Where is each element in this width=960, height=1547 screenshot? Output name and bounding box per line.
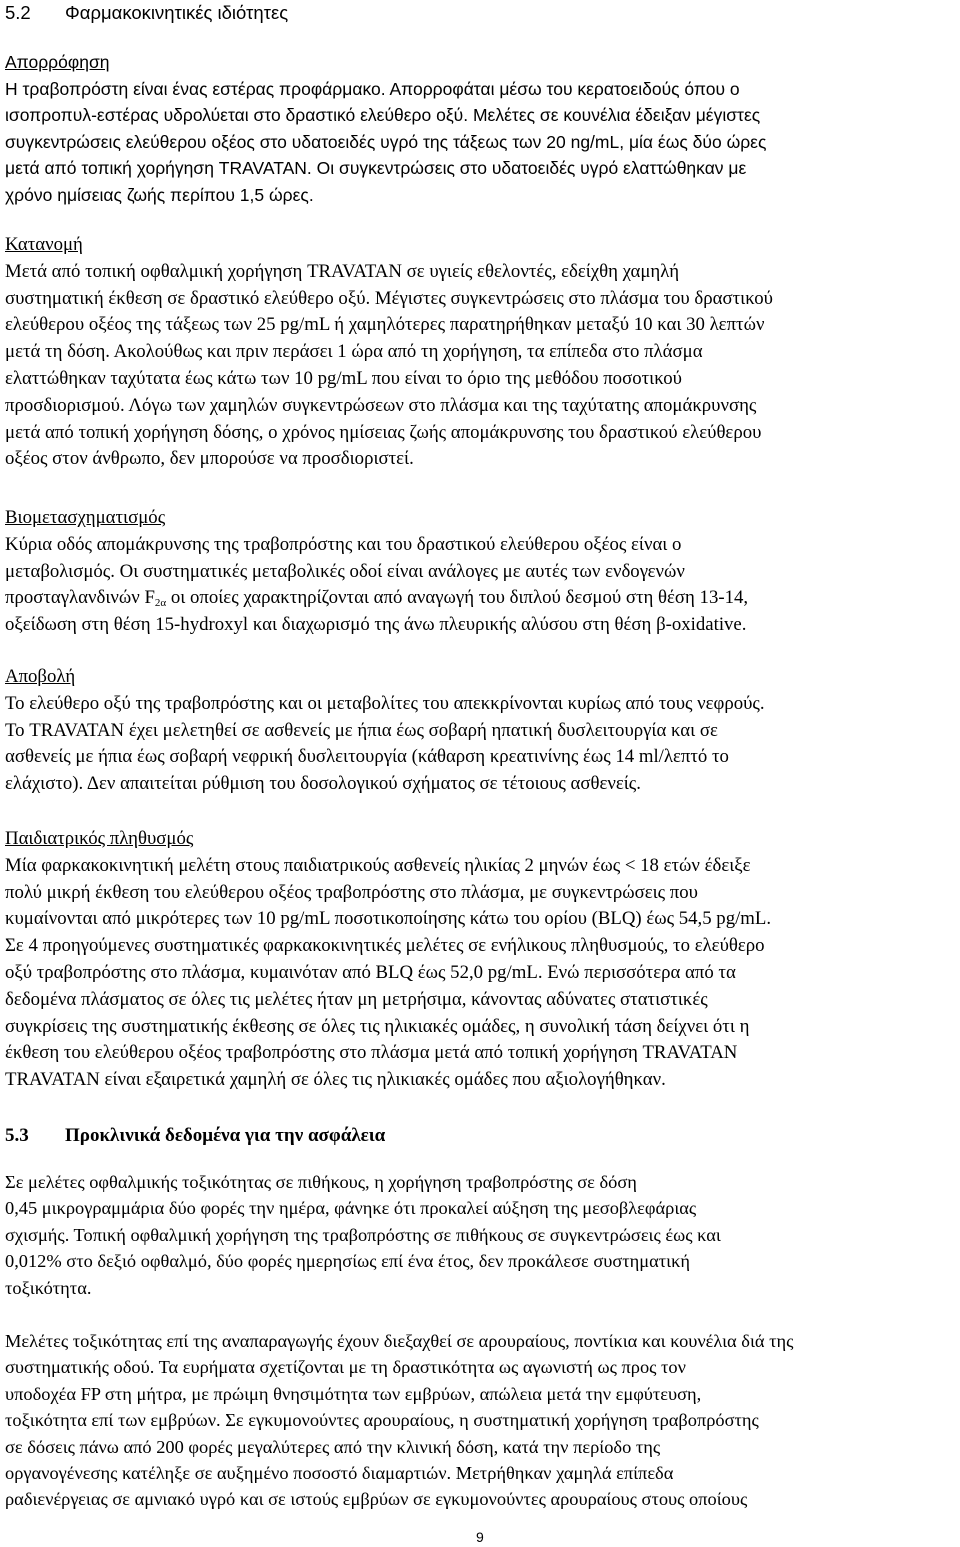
paragraph-line: συστηματική έκθεση σε δραστικό ελεύθερο οξύ. Μέγιστες συγκεντρώσεις στο πλάσμα του δραστικού (5, 287, 773, 309)
subscript: 2α (154, 597, 167, 610)
paragraph-line: πολύ μικρή έκθεση του ελεύθερου οξέος τραβοπρόστης στο πλάσμα, με συγκεντρώσεις που (5, 881, 698, 903)
section-title: Φαρμακοκινητικές ιδιότητες (65, 2, 289, 23)
paragraph-line: οξύ τραβοπρόστης στο πλάσμα, κυμαινόταν από BLQ έως 52,0 pg/mL. Ενώ περισσότερα από τα (5, 961, 736, 983)
metabolism-heading: Βιομετασχηματισμός (5, 507, 166, 528)
metabolism-section (5, 505, 955, 639)
paragraph-line: Η τραβοπρόστη είναι ένας εστέρας προφάρμακο. Απορροφάται μέσω του κερατοειδούς όπου ο (5, 78, 740, 99)
pediatric-heading: Παιδιατρικός πληθυσμός (5, 828, 194, 849)
paragraph-line: μετά από τοπική χορήγηση δόσης, ο χρόνος ημίσειας ζωής απομάκρυνσης του δραστικού ελεύθερου (5, 421, 762, 443)
paragraph-line: συγκεντρώσεις ελεύθερου οξέος στο υδατοειδές υγρό της τάξεως των 20 ng/mL, μία έως δύο ώρες (5, 131, 767, 152)
paragraph-line: σε δόσεις πάνω από 200 φορές μεγαλύτερες από την κλινική δόση, κατά την περίοδο της (5, 1436, 661, 1457)
paragraph-line: υποδοχέα FP στη μήτρα, με πρώιμη θνησιμότητα των εμβρύων, απώλεια μετά την εμφύτευση, (5, 1383, 702, 1404)
section-heading-5-2 (5, 0, 288, 26)
paragraph-line: Το ελεύθερο οξύ της τραβοπρόστης και οι μεταβολίτες του απεκκρίνονται κυρίως από τους νεφρούς. (5, 692, 765, 714)
paragraph-line: συγκρίσεις της συστηματικής έκθεσης σε όλες τις ηλικιακές ομάδες, η συνολική τάση δείχνει ότι η (5, 1015, 750, 1037)
paragraph-line: έκθεση του ελεύθερου οξέος τραβοπρόστης στο πλάσμα μετά από τοπική χορήγηση TRAVATAN (5, 1042, 738, 1064)
paragraph-line: TRAVATAN είναι εξαιρετικά χαμηλή σε όλες τις ηλικιακές ομάδες που αξιολογήθηκαν. (5, 1069, 666, 1091)
paragraph-line: δεδομένα πλάσματος σε όλες τις μελέτες ήταν μη μετρήσιμα, κάνοντας αδύνατες στατιστικές (5, 988, 708, 1010)
preclinical-paragraph-1 (5, 1169, 955, 1301)
paragraph-line: Σε 4 προηγούμενες συστηματικές φαρκακοκινητικές μελέτες σε ενήλικους πληθυσμούς, το ελεύθερο (5, 935, 765, 957)
text-run: προσταγλανδινών F (5, 587, 155, 609)
text-run: οι οποίες χαρακτηρίζονται από αναγωγή του διπλού δεσμού στη θέση 13-14, (166, 587, 749, 609)
paragraph-line: τοξικότητα. (5, 1277, 92, 1298)
distribution-section (5, 232, 955, 473)
distribution-heading: Κατανομή (5, 234, 83, 255)
paragraph-line: 0,012% στο δεξιό οφθαλμό, δύο φορές ημερησίως επί ένα έτος, δεν προκάλεσε συστηματική (5, 1251, 690, 1272)
paragraph-line: 0,45 μικρογραμμάρια δύο φορές την ημέρα, φάνηκε ότι προκαλεί αύξηση της μεσοβλεφάριας (5, 1198, 697, 1219)
paragraph-line: ισοπροπυλ-εστέρας υδρολύεται στο δραστικό ελεύθερο οξύ. Μελέτες σε κουνέλια έδειξαν μέγιστες (5, 105, 761, 125)
paragraph-line: ελεύθερου οξέος της τάξεως των 25 pg/mL ή χαμηλότερες παρατηρήθηκαν μεταξύ 10 και 30 λεπτών (5, 314, 765, 336)
paragraph-line: Το TRAVATAN έχει μελετηθεί σε ασθενείς με ήπια έως σοβαρή ηπατική δυσλειτουργία και σε (5, 719, 718, 741)
paragraph-line: τοξικότητα επί των εμβρύων. Σε εγκυμονούντες αρουραίους, η συστηματική χορήγηση τραβοπρόστης (5, 1410, 759, 1431)
preclinical-paragraph-2 (5, 1328, 955, 1513)
paragraph-line: συστηματικής οδού. Τα ευρήματα σχετίζονται με τη δραστικότητα ως αγωνιστή ως προς τον (5, 1357, 686, 1378)
page-number: 9 (476, 1529, 484, 1545)
paragraph-line: οξείδωση στη θέση 15-hydroxyl και διαχωρισμό της άνω πλευρικής αλύσου στη θέση β-oxidative. (5, 614, 747, 636)
paragraph-line: ελάχιστο). Δεν απαιτείται ρύθμιση του δοσολογικού σχήματος σε τέτοιους ασθενείς. (5, 773, 641, 795)
paragraph-line: οξέος στον άνθρωπο, δεν μπορούσε να προσδιοριστεί. (5, 448, 414, 470)
paragraph-line: ραδιενέργειας σε αμνιακό υγρό και σε ιστούς εμβρύων σε εγκυμονούντες αρουραίους στους οποίους (5, 1489, 748, 1510)
paragraph-line: Σε μελέτες οφθαλμικής τοξικότητας σε πιθήκους, η χορήγηση τραβοπρόστης σε δόση (5, 1172, 637, 1192)
paragraph-line: προσδιορισμού. Λόγω των χαμηλών συγκεντρώσεων στο πλάσμα και της ταχύτατης απομάκρυνσης (5, 394, 757, 416)
section-title: Προκλινικά δεδομένα για την ασφάλεια (65, 1125, 386, 1146)
section-heading-5-3 (5, 1123, 385, 1149)
paragraph-line: Κύρια οδός απομάκρυνσης της τραβοπρόστης και του δραστικού ελεύθερου οξέος είναι ο (5, 533, 682, 555)
paragraph-line: χρόνο ημίσειας ζωής περίπου 1,5 ώρες. (5, 184, 314, 205)
section-number: 5.2 (5, 2, 31, 23)
paragraph-line: ελαττώθηκαν ταχύτατα έως κάτω των 10 pg/mL που είναι το όριο της μεθόδου ποσοτικού (5, 367, 682, 389)
pediatric-section (5, 826, 955, 1094)
paragraph-line: μετά από τοπική χορήγηση TRAVATAN. Οι συγκεντρώσεις στο υδατοειδές υγρό ελαττώθηκαν με (5, 158, 747, 178)
paragraph-line: μεταβολισμός. Οι συστηματικές μεταβολικές οδοί είναι ανάλογες με αυτές των ενδογενών (5, 560, 685, 582)
paragraph-line: Μελέτες τοξικότητας επί της αναπαραγωγής έχουν διεξαχθεί σε αρουραίους, ποντίκια και κουνέλια διά της (5, 1331, 794, 1351)
absorption-section (5, 49, 955, 208)
paragraph-line: κυμαίνονται από μικρότερες των 10 pg/mL ποσοτικοποίησης κάτω του ορίου (BLQ) έως 54,5 pg/mL. (5, 908, 772, 930)
paragraph-line: μετά τη δόση. Ακολούθως και πριν περάσει 1 ώρα από τη χορήγηση, τα επίπεδα στο πλάσμα (5, 341, 703, 363)
paragraph-line: ασθενείς με ήπια έως σοβαρή νεφρική δυσλειτουργία (κάθαρση κρεατινίνης έως 14 ml/λεπτό το (5, 746, 729, 768)
paragraph-line: οργανογένεσης κατέληξε σε αυξημένο ποσοστό διαμαρτιών. Μετρήθηκαν χαμηλά επίπεδα (5, 1463, 674, 1484)
elimination-heading: Αποβολή (5, 666, 76, 687)
paragraph-line: Μία φαρκακοκινητική μελέτη στους παιδιατρικούς ασθενείς ηλικίας 2 μηνών έως < 18 ετών έδειξε (5, 854, 751, 876)
absorption-heading: Απορρόφηση (5, 52, 110, 72)
paragraph-line: σχισμής. Τοπική οφθαλμική χορήγηση της τραβοπρόστης σε πιθήκους σε συγκεντρώσεις έως και (5, 1224, 721, 1245)
elimination-section (5, 664, 955, 798)
section-number: 5.3 (5, 1125, 29, 1146)
paragraph-line (5, 585, 748, 612)
paragraph-line: Μετά από τοπική οφθαλμική χορήγηση TRAVATAN σε υγιείς εθελοντές, εδείχθη χαμηλή (5, 260, 680, 282)
